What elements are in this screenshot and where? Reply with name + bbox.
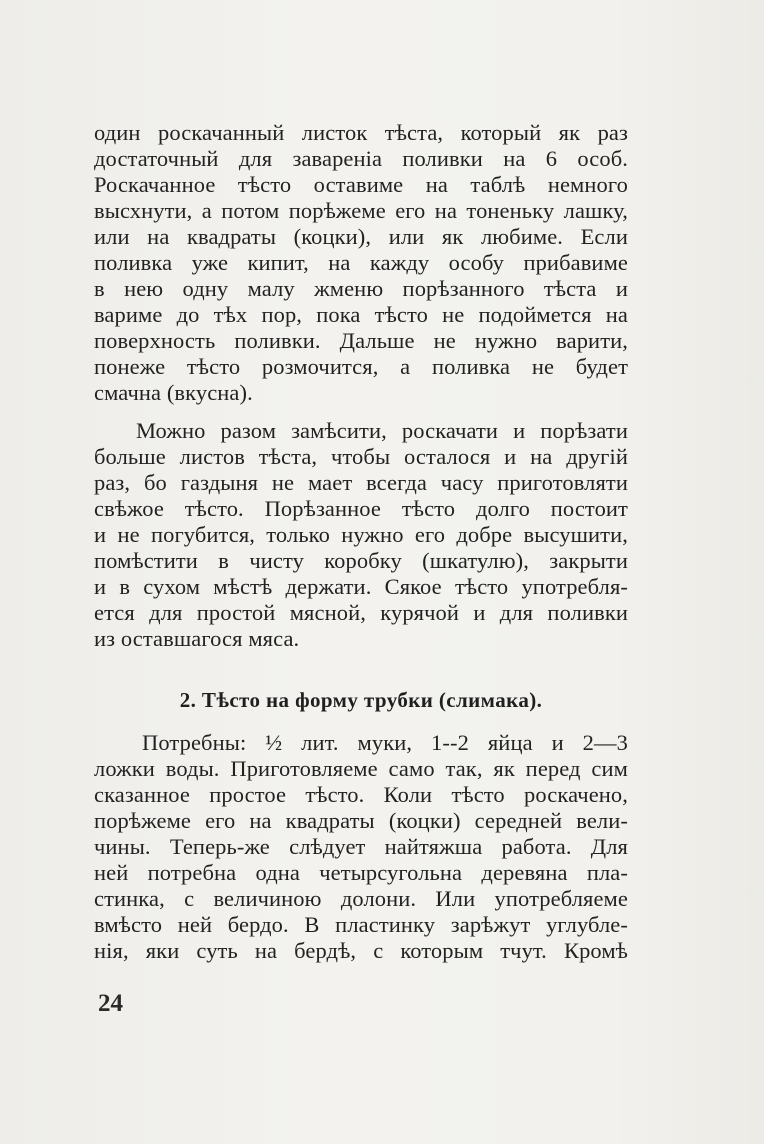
text-line: ложки воды. Приготовляеме само так, як перед сим	[94, 756, 628, 781]
text-line: из оставшагося мяса.	[94, 626, 300, 651]
text-line: один роскачанный листок тѣста, который як раз	[94, 120, 628, 145]
text-line: и в сухом мѣстѣ держати. Сякое тѣсто употребля-	[94, 574, 628, 599]
text-line: поверхность поливки. Дальше не нужно варити,	[94, 328, 628, 353]
text-line: понеже тѣсто розмочится, а поливка не будет	[94, 354, 628, 379]
text-line: ется для простой мясной, курячой и для поливки	[94, 600, 628, 625]
text-line: больше листов тѣста, чтобы осталося и на другій	[94, 444, 628, 469]
text-line: чины. Теперь-же слѣдует найтяжша работа. Для	[94, 834, 628, 859]
text-line: раз, бо газдыня не мает всегда часу приготовляти	[94, 470, 628, 495]
text-line: стинка, с величиною долони. Или употребляеме	[94, 886, 628, 911]
paragraph-1	[94, 120, 628, 406]
text-line: высхнути, а потом порѣжеме его на тоненьку лашку,	[94, 198, 628, 223]
text-line: и не погубится, только нужно его добре высушити,	[94, 522, 628, 547]
text-line: в нею одну малу жменю порѣзанного тѣста и	[94, 276, 628, 301]
text-line: достаточный для завареніа поливки на 6 особ.	[94, 146, 628, 171]
section-heading: 2. Тѣсто на форму трубки (слимака).	[179, 688, 543, 712]
page-number: 24	[98, 990, 123, 1017]
text-line: смачна (вкусна).	[94, 380, 253, 405]
text-line: Роскачанное тѣсто оставиме на таблѣ немного	[94, 172, 628, 197]
text-line: вариме до тѣх пор, пока тѣсто не подоймется на	[94, 302, 628, 327]
text-line: ней потребна одна четырсугольна деревяна пла-	[94, 860, 628, 885]
text-line: порѣжеме его на квадраты (коцки) середней вели-	[94, 808, 628, 833]
text-line: свѣжое тѣсто. Порѣзанное тѣсто долго постоит	[94, 496, 628, 521]
text-line: сказанное простое тѣсто. Коли тѣсто роскачено,	[94, 782, 628, 807]
text-line: поливка уже кипит, на кажду особу прибавиме	[94, 250, 628, 275]
paragraph-3	[94, 730, 628, 964]
text-line: Можно разом замѣсити, роскачати и порѣзати	[136, 418, 628, 443]
text-line: нія, яки суть на бердѣ, с которым тчут. Кромѣ	[94, 938, 628, 963]
paragraph-2	[94, 418, 628, 652]
text-line: или на квадраты (коцки), или як любиме. Если	[94, 224, 628, 249]
text-line: Потребны: ½ лит. муки, 1--2 яйца и 2—3	[142, 730, 628, 755]
text-line: помѣстити в чисту коробку (шкатулю), закрыти	[94, 548, 628, 573]
text-line: вмѣсто ней бердо. В пластинку зарѣжут углубле-	[94, 912, 628, 937]
